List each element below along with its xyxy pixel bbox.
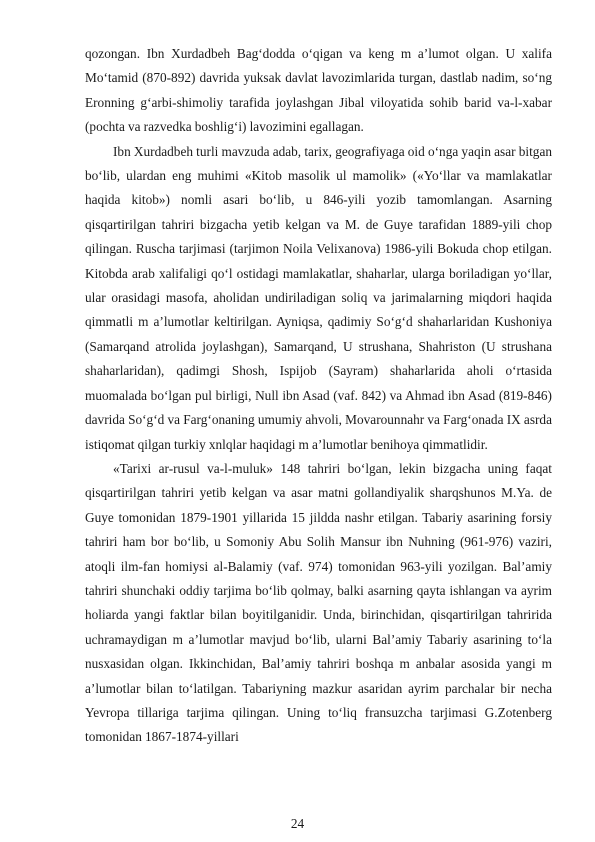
paragraph-1: qozongan. Ibn Xurdadbeh Bag‘dodda o‘qigan va keng m a’lumot olgan. U xalifa Mo‘tamid (870-892) davrida yuksak davlat lavozimlarida turgan, dastlab nadim, so‘ng Eronning g‘arbi-shimoliy tarafida joylashgan Jibal viloyatida sohib barid va-l-xabar (pochta va razvedka boshlig‘i) lavozimini egallagan. bbox=[85, 46, 552, 135]
paragraph-2: Ibn Xurdadbeh turli mavzuda adab, tarix, geografiyaga oid o‘nga yaqin asar bitgan bo‘lib, ulardan eng muhimi «Kitob masolik ul mamolik» («Yo‘llar va mamlakatlar haqida kitob») nomli asari bo‘lib, u 846-yili yozib tamomlangan. Asarning qisqartirilgan tahriri bizgacha yetib kelgan va M. de Guye tarafidan 1889-yili chop qilingan. Ruscha tarjimasi (tarjimon Noila Velixanova) 1986-yili Bokuda chop etilgan. Kitobda arab xalifaligi qo‘l ostidagi mamlakatlar, shaharlar, ularga boriladigan yo‘llar, ular orasidagi masofa, aholidan undiriladigan soliq va jarimalarning miqdori haqida qimmatli m a’lumotlar keltirilgan. Ayniqsa, qadimiy So‘g‘d shaharlaridan Kushoniya (Samarqand atrolida joylashgan), Samarqand, U strushana, Shahriston (U strushana shaharlaridan), qadimgi Shosh, Ispijob (Sayram) shaharlarida aholi o‘rtasida muomalada bo‘lgan pul birligi, Null ibn Asad (vaf. 842) va Ahmad ibn Asad (819-846) davrida So‘g‘d va Farg‘onaning umumiy ahvoli, Movarounnahr va Farg‘onada IX asrda istiqomat qilgan turkiy xnlqlar haqidagi m a’lumotlar benihoya qimmatlidir. bbox=[85, 143, 552, 452]
paragraph-3: «Tarixi ar-rusul va-l-muluk» 148 tahriri bo‘lgan, lekin bizgacha uning faqat qisqartirilgan tahriri yetib kelgan va asar matni gollandiyalik sharqshunos M.Ya. de Guye tomonidan 1879-1901 yillarida 15 jildda nashr etilgan. Tabariy asarining forsiy tahriri ham bor bo‘lib, u Somoniy Abu Solih Mansur ibn Nuhning (961-976) vaziri, atoqli ilm-fan homiysi al-Balamiy (vaf. 974) tomonidan 963-yili yozilgan. Bal’amiy tahriri shunchaki oddiy tarjima bo‘lib qolmay, balki asarning qayta ishlangan va ayrim holiarda yangi faktlar bilan boyitilganidir. Unda, birinchidan, qisqartirilgan tahririda uchramaydigan m a’lumotlar mavjud bo‘lib, ularni Bal’amiy Tabariy asarining to‘la nusxasidan olgan. Ikkinchidan, Bal’amiy tahriri boshqa m anbalar asosida yangi m a’lumotlar bilan to‘latilgan. Tabariyning mazkur asaridan ayrim parchalar bir necha Yevropa tillariga tarjima qilingan. Uning to‘liq fransuzcha tarjimasi G.Zotenberg tomonidan 1867-1874-yillari bbox=[85, 460, 552, 745]
body-text bbox=[85, 42, 552, 750]
page-number: 24 bbox=[290, 816, 305, 831]
